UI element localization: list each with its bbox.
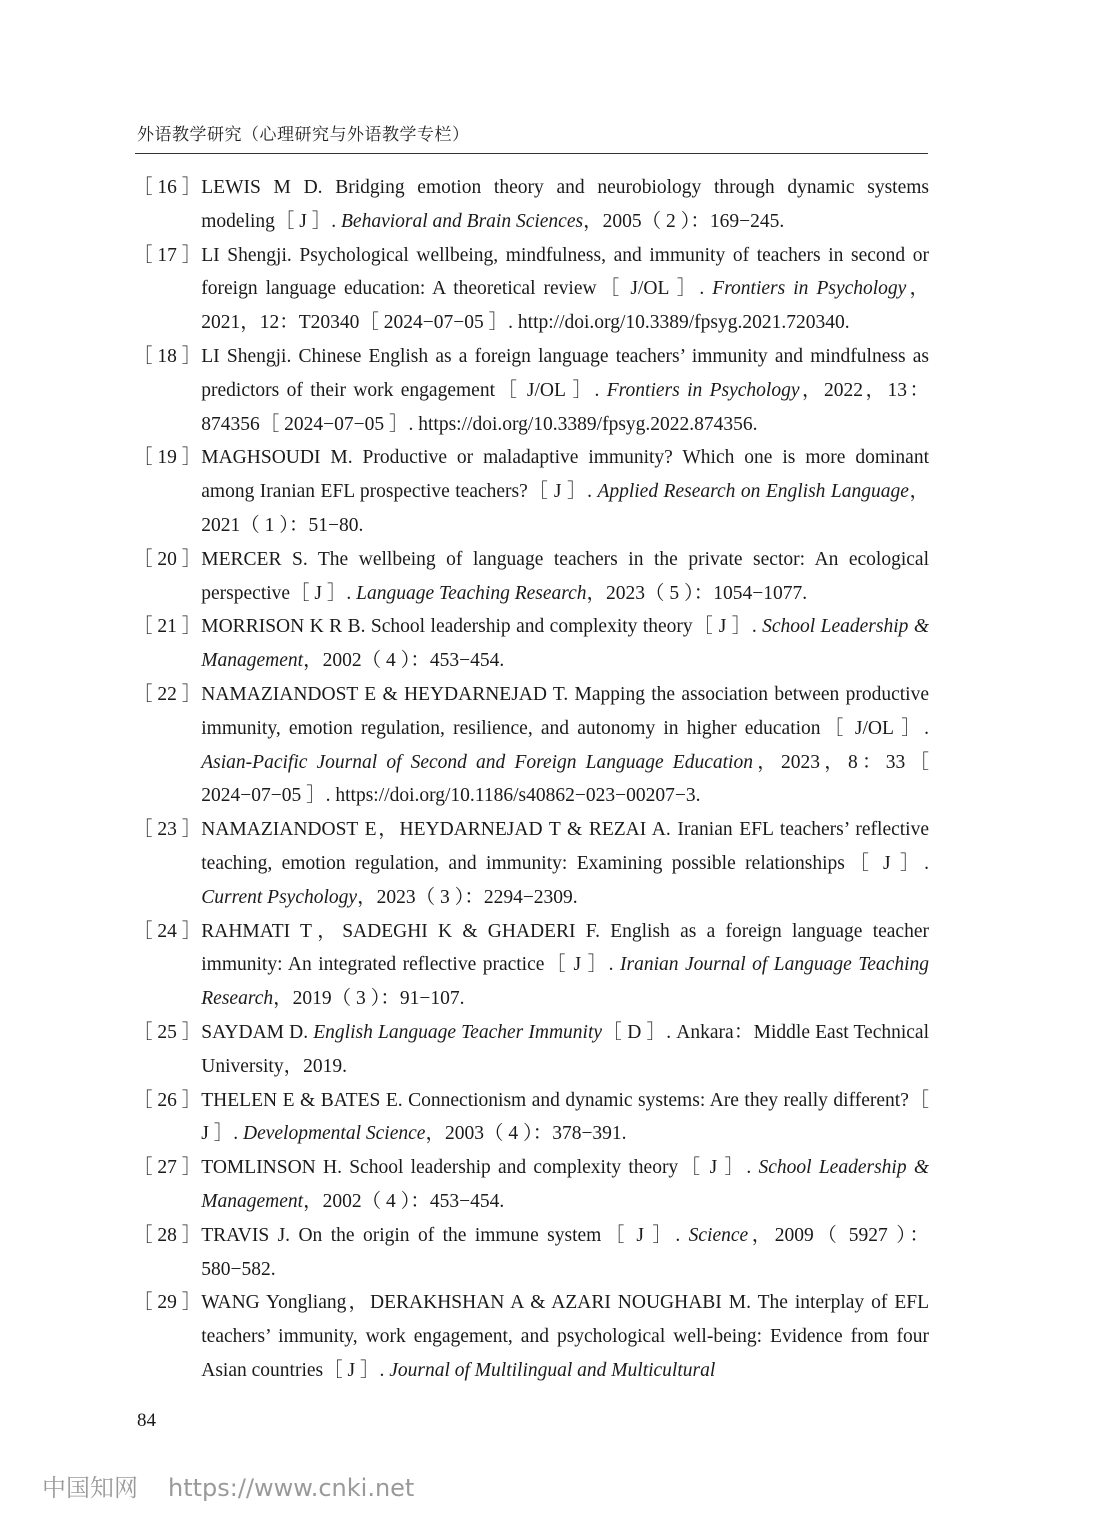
reference-number: ［ 24 ］: [133, 920, 202, 942]
reference-body: LI Shengji. Chinese English as a foreign language teachers’ immunity and mindfulness as predictors of their work engagement［ J/OL ］.: [201, 345, 929, 401]
reference-item: [133, 813, 929, 914]
reference-tail: ，2019（ 3 ）：91−107.: [273, 988, 465, 1010]
reference-body: NAMAZIANDOST E & HEYDARNEJAD T. Mapping the association between productive immunity, emotion regulation, resilience, and autonomy in higher education［ J/OL ］.: [201, 683, 929, 739]
reference-item: [133, 340, 929, 441]
reference-number: ［ 22 ］: [133, 683, 202, 705]
reference-text: [201, 1286, 929, 1387]
reference-number: ［ 17 ］: [133, 244, 202, 266]
reference-item: [133, 678, 929, 813]
reference-item: [133, 1219, 929, 1287]
reference-text: [201, 813, 929, 914]
journal-title: Current Psychology: [201, 886, 358, 908]
reference-body: TOMLINSON H. School leadership and complexity theory［ J ］.: [201, 1157, 759, 1179]
reference-item: [133, 915, 929, 1016]
reference-number: ［ 23 ］: [133, 819, 202, 841]
reference-tail: ，2002（ 4 ）：453−454.: [303, 650, 505, 672]
page-number: 84: [137, 1410, 156, 1431]
reference-text: [201, 1016, 929, 1084]
journal-title: School Leadership & Management: [201, 616, 930, 672]
watermark-url: https://www.cnki.net: [168, 1474, 415, 1502]
journal-title: English Language Teacher Immunity: [313, 1021, 603, 1043]
reference-text: [201, 610, 929, 678]
journal-title: Journal of Multilingual and Multicultural: [389, 1359, 716, 1381]
reference-item: [133, 610, 929, 678]
journal-title: Asian-Pacific Journal of Second and Foreign Language Education: [201, 751, 753, 773]
watermark-site-name: 中国知网: [42, 1474, 138, 1502]
reference-tail: ，2022，13：874356［ 2024−07−05 ］. https://doi.org/10.3389/fpsyg.2022.874356.: [201, 379, 929, 435]
journal-title: School Leadership & Management: [201, 1157, 929, 1212]
reference-item: [133, 1151, 929, 1219]
reference-body: MERCER S. The wellbeing of language teachers in the private sector: An ecological perspective［ J ］.: [201, 548, 929, 604]
reference-tail: ，2023（ 3 ）：2294−2309.: [357, 886, 578, 908]
header-divider: [135, 153, 928, 154]
reference-number: ［ 25 ］: [133, 1021, 202, 1043]
reference-text: [201, 441, 929, 542]
reference-tail: ，2003（ 4 ）：378−391.: [425, 1123, 627, 1145]
reference-body: MAGHSOUDI M. Productive or maladaptive immunity? Which one is more dominant among Iranian EFL prospective teachers?［ J ］.: [201, 447, 929, 503]
reference-number: ［ 16 ］: [133, 177, 202, 198]
reference-body: NAMAZIANDOST E，HEYDARNEJAD T & REZAI A. Iranian EFL teachers’ reflective teaching, emotion regulation, and immunity: Examining possible relationships［ J ］.: [201, 819, 929, 874]
reference-number: ［ 20 ］: [133, 548, 202, 570]
reference-body: MORRISON K R B. School leadership and complexity theory［ J ］.: [201, 616, 763, 638]
reference-number: ［ 21 ］: [133, 616, 202, 638]
reference-number: ［ 28 ］: [133, 1224, 202, 1246]
reference-tail: ，2021（ 1 ）：51−80.: [201, 481, 929, 536]
reference-body: TRAVIS J. On the origin of the immune system［ J ］.: [201, 1224, 689, 1246]
reference-item: [133, 1016, 929, 1084]
reference-body: RAHMATI T，SADEGHI K & GHADERI F. English as a foreign language teacher immunity: An integrated reflective practice［ J ］.: [201, 920, 929, 976]
reference-tail: ，2009（ 5927 ）：580−582.: [201, 1224, 929, 1280]
journal-title: Language Teaching Research: [356, 582, 587, 604]
reference-tail: ，2023（ 5 ）：1054−1077.: [586, 582, 808, 604]
reference-body: THELEN E & BATES E. Connectionism and dynamic systems: Are they really different?［ J ］.: [201, 1089, 929, 1145]
reference-body: LEWIS M D. Bridging emotion theory and neurobiology through dynamic systems modeling［ J ］.: [201, 177, 929, 232]
reference-item: [133, 1084, 929, 1152]
journal-title: Developmental Science: [242, 1123, 426, 1145]
reference-body: WANG Yongliang，DERAKHSHAN A & AZARI NOUGHABI M. The interplay of EFL teachers’ immunity, work engagement, and psychological well-being: Evidence from four Asian countries［ J ］.: [201, 1292, 929, 1381]
cnki-watermark: [42, 1468, 414, 1503]
journal-title: Frontiers in Psychology: [712, 278, 907, 300]
journal-title: Iranian Journal of Language Teaching Research: [201, 954, 929, 1010]
reference-number: ［ 26 ］: [133, 1089, 202, 1111]
reference-number: ［ 27 ］: [133, 1157, 202, 1179]
reference-number: ［ 18 ］: [133, 345, 202, 367]
journal-title: Frontiers in Psychology: [606, 379, 800, 401]
reference-tail: ［ D ］. Ankara：Middle East Technical University，2019.: [201, 1021, 930, 1077]
reference-item: [133, 1286, 929, 1387]
reference-tail: ，2023，8：33［ 2024−07−05 ］. https://doi.org/10.1186/s40862−023−00207−3.: [201, 751, 929, 807]
reference-text: [201, 678, 929, 813]
reference-tail: ，2021，12：T20340［ 2024−07−05 ］. http://doi.org/10.3389/fpsyg.2021.720340.: [201, 278, 929, 334]
running-header: 外语教学研究（心理研究与外语教学专栏）: [137, 125, 470, 145]
reference-text: [201, 1151, 929, 1219]
reference-number: ［ 29 ］: [133, 1292, 202, 1314]
reference-tail: ，2005（ 2 ）：169−245.: [583, 210, 785, 232]
journal-title: Behavioral and Brain Sciences: [341, 210, 584, 232]
reference-tail: ，2002（ 4 ）：453−454.: [303, 1190, 505, 1212]
reference-text: [201, 915, 929, 1016]
reference-item: [133, 441, 929, 542]
reference-text: [201, 543, 929, 611]
reference-body: LI Shengji. Psychological wellbeing, mindfulness, and immunity of teachers in second or foreign language education: A theoretical review［ J/OL ］.: [201, 244, 929, 300]
reference-number: ［ 19 ］: [133, 447, 202, 469]
reference-item: [133, 543, 929, 611]
reference-item: [133, 171, 929, 239]
reference-text: [201, 1084, 929, 1152]
reference-text: [201, 239, 929, 340]
reference-item: [133, 239, 929, 340]
journal-title: Science: [688, 1224, 749, 1246]
reference-body: SAYDAM D.: [201, 1021, 314, 1043]
journal-title: Applied Research on English Language: [597, 481, 909, 503]
reference-list: [133, 171, 929, 1388]
reference-text: [201, 171, 929, 239]
reference-text: [201, 340, 929, 441]
reference-text: [201, 1219, 929, 1287]
